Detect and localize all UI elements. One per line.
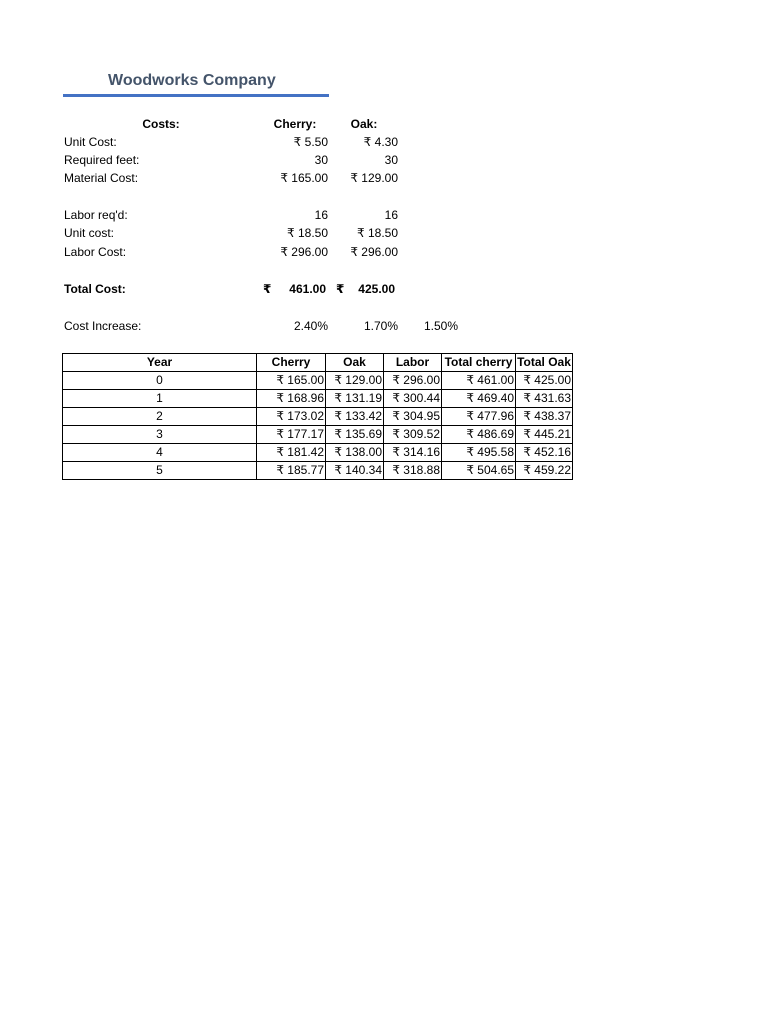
cherry-cell: ₹ 181.42 [257,444,326,462]
total-cost-oak-symbol: ₹ [336,282,345,296]
labor-cost-label: Labor Cost: [64,245,127,259]
total-cost-cherry: 461.00 [289,282,326,296]
title-underline [63,94,329,97]
cost-increase-labor: 1.50% [423,319,458,333]
table-row [63,408,573,426]
cherry-cell: ₹ 168.96 [257,390,326,408]
oak-cell: ₹ 135.69 [326,426,384,444]
year-cell: 2 [63,408,257,426]
table-row [63,462,573,480]
header-oak: Oak [326,354,384,372]
cherry-cell: ₹ 185.77 [257,462,326,480]
labor-cell: ₹ 314.16 [384,444,442,462]
material-cost-cherry: ₹ 165.00 [280,171,328,185]
cost-increase-cherry: 2.40% [293,319,328,333]
header-total-cherry: Total cherry [442,354,516,372]
header-labor: Labor [384,354,442,372]
labor-cell: ₹ 318.88 [384,462,442,480]
table-row [63,426,573,444]
costs-header: Costs: [142,117,180,131]
header-total-oak: Total Oak [516,354,573,372]
required-feet-cherry: 30 [314,153,328,167]
year-cell: 0 [63,372,257,390]
table-row [63,390,573,408]
cherry-cell: ₹ 177.17 [257,426,326,444]
labor-cost-oak: ₹ 296.00 [350,245,398,259]
cherry-cell: ₹ 173.02 [257,408,326,426]
labor-unit-cost-label: Unit cost: [64,226,115,240]
required-feet-oak: 30 [384,153,398,167]
material-cost-label: Material Cost: [64,171,139,185]
required-feet-label: Required feet: [64,153,140,167]
unit-cost-oak: ₹ 4.30 [363,135,398,149]
year-cell: 4 [63,444,257,462]
total-oak-cell: ₹ 431.63 [516,390,573,408]
labor-reqd-oak: 16 [384,208,398,222]
header-cherry: Cherry [257,354,326,372]
labor-unit-cost-cherry: ₹ 18.50 [287,226,328,240]
table-row [63,444,573,462]
table-row [63,372,573,390]
oak-cell: ₹ 138.00 [326,444,384,462]
total-cherry-cell: ₹ 469.40 [442,390,516,408]
cost-increase-oak: 1.70% [363,319,398,333]
unit-cost-label: Unit Cost: [64,135,117,149]
total-oak-cell: ₹ 445.21 [516,426,573,444]
year-cell: 3 [63,426,257,444]
labor-cell: ₹ 300.44 [384,390,442,408]
oak-cell: ₹ 131.19 [326,390,384,408]
unit-cost-cherry: ₹ 5.50 [293,135,328,149]
labor-cell: ₹ 309.52 [384,426,442,444]
labor-unit-cost-oak: ₹ 18.50 [357,226,398,240]
table-header-row [63,354,573,372]
total-cost-cherry-symbol: ₹ [263,282,272,296]
total-cherry-cell: ₹ 461.00 [442,372,516,390]
total-oak-cell: ₹ 438.37 [516,408,573,426]
total-oak-cell: ₹ 425.00 [516,372,573,390]
cherry-header: Cherry: [273,117,317,131]
year-cell: 1 [63,390,257,408]
oak-header: Oak: [350,117,378,131]
total-cherry-cell: ₹ 495.58 [442,444,516,462]
oak-cell: ₹ 129.00 [326,372,384,390]
oak-cell: ₹ 133.42 [326,408,384,426]
company-title: Woodworks Company [108,72,276,89]
labor-reqd-label: Labor req'd: [64,208,128,222]
labor-reqd-cherry: 16 [314,208,328,222]
cherry-cell: ₹ 165.00 [257,372,326,390]
total-cherry-cell: ₹ 504.65 [442,462,516,480]
cost-projection-table [62,353,573,480]
total-oak-cell: ₹ 459.22 [516,462,573,480]
labor-cell: ₹ 296.00 [384,372,442,390]
total-cherry-cell: ₹ 477.96 [442,408,516,426]
total-cost-oak: 425.00 [358,282,395,296]
oak-cell: ₹ 140.34 [326,462,384,480]
total-oak-cell: ₹ 452.16 [516,444,573,462]
total-cherry-cell: ₹ 486.69 [442,426,516,444]
year-cell: 5 [63,462,257,480]
labor-cost-cherry: ₹ 296.00 [280,245,328,259]
labor-cell: ₹ 304.95 [384,408,442,426]
total-cost-label: Total Cost: [64,282,126,296]
cost-increase-label: Cost Increase: [64,319,142,333]
material-cost-oak: ₹ 129.00 [350,171,398,185]
header-year: Year [63,354,257,372]
